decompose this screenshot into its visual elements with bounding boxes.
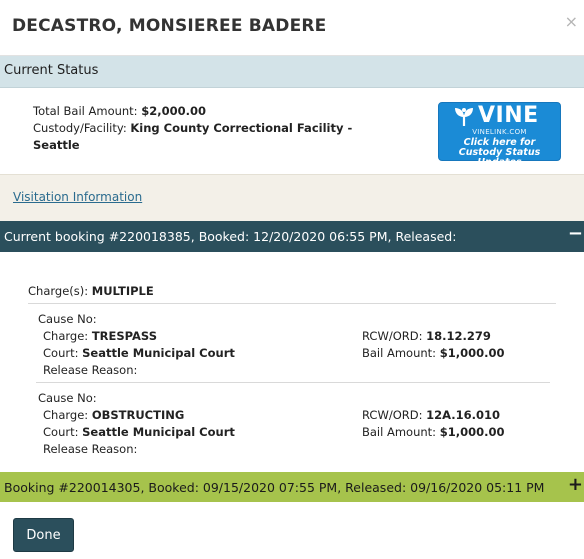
bail-line-2 [362, 425, 504, 439]
release-reason-label-1: Release Reason: [43, 363, 138, 377]
rcw-value-1: 18.12.279 [426, 329, 491, 343]
current-booking-title: Current booking #220018385, Booked: 12/20/2020 06:55 PM, Released: [4, 229, 457, 244]
modal-header [0, 0, 584, 56]
custody-value: King County Correctional Facility - [130, 121, 353, 135]
total-bail-line [33, 104, 206, 118]
rcw-label-2: RCW/ORD: [362, 408, 423, 422]
release-reason-line-1 [43, 363, 137, 377]
vine-logo-text: VINE [478, 103, 539, 128]
bail-value-1: $1,000.00 [439, 346, 505, 360]
cause-no-label-1: Cause No: [38, 312, 97, 326]
divider [36, 382, 550, 383]
charge-label-1: Charge: [43, 329, 89, 343]
charge-label-2: Charge: [43, 408, 89, 422]
rcw-label-1: RCW/ORD: [362, 329, 423, 343]
bail-line-1 [362, 346, 504, 360]
rcw-line-2 [362, 408, 500, 422]
vine-logo [453, 105, 551, 129]
bail-value-2: $1,000.00 [439, 425, 505, 439]
total-bail-label: Total Bail Amount: [33, 104, 138, 118]
vine-site-text: VINELINK.COM [472, 128, 527, 136]
custody-label: Custody/Facility: [33, 121, 127, 135]
current-status-body [0, 88, 584, 173]
court-value-2: Seattle Municipal Court [82, 425, 235, 439]
court-label-2: Court: [43, 425, 79, 439]
cause-no-label-2: Cause No: [38, 391, 97, 405]
court-label-1: Court: [43, 346, 79, 360]
done-button[interactable]: Done [13, 518, 74, 552]
custody-line [33, 121, 352, 135]
charge-line-1 [43, 329, 157, 343]
court-line-1 [43, 346, 235, 360]
current-booking-header[interactable] [0, 221, 584, 252]
inmate-name-title: DECASTRO, MONSIEREE BADERE [12, 16, 327, 36]
bail-label-1: Bail Amount: [362, 346, 437, 360]
custody-value-continued: Seattle [33, 138, 80, 152]
visitation-information-link[interactable]: Visitation Information [13, 190, 143, 204]
past-booking-title: Booking #220014305, Booked: 09/15/2020 07:55 PM, Released: 09/16/2020 05:11 PM [4, 480, 545, 495]
divider [28, 303, 556, 304]
vine-link-button[interactable] [438, 102, 561, 168]
current-status-header [0, 56, 584, 88]
court-line-2 [43, 425, 235, 439]
collapse-icon[interactable]: − [567, 223, 583, 244]
vine-cta-line-2: Custody Status Updates [458, 147, 541, 168]
charges-summary [28, 284, 154, 298]
total-bail-value: $2,000.00 [141, 104, 206, 118]
vine-cta-line-1: Click here for [463, 137, 536, 148]
rcw-value-2: 12A.16.010 [426, 408, 500, 422]
past-booking-header[interactable] [0, 472, 584, 502]
bail-label-2: Bail Amount: [362, 425, 437, 439]
visitation-section [0, 174, 584, 222]
charge-value-2: OBSTRUCTING [91, 408, 185, 422]
rcw-line-1 [362, 329, 491, 343]
release-reason-line-2 [43, 442, 137, 456]
current-status-label: Current Status [4, 63, 99, 78]
charges-value: MULTIPLE [91, 284, 154, 298]
charge-line-2 [43, 408, 184, 422]
custody-line-2 [33, 138, 80, 152]
charges-label: Charge(s): [28, 284, 89, 298]
close-icon[interactable]: × [564, 12, 578, 31]
vine-sprout-icon [453, 107, 475, 127]
charge-value-1: TRESPASS [91, 329, 157, 343]
expand-icon[interactable]: + [567, 474, 583, 495]
court-value-1: Seattle Municipal Court [82, 346, 235, 360]
release-reason-label-2: Release Reason: [43, 442, 138, 456]
